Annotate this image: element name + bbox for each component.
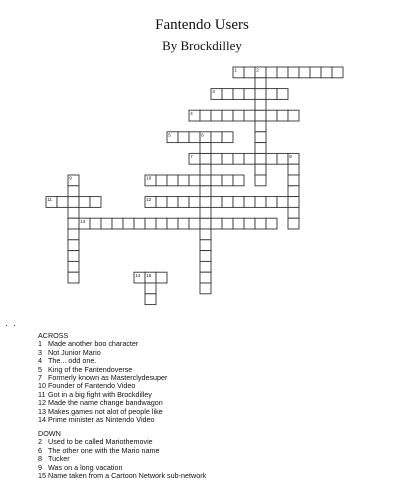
grid-cell[interactable]	[178, 197, 189, 208]
clue-number: 3	[38, 347, 42, 357]
grid-cell[interactable]	[277, 153, 288, 164]
grid-cell[interactable]	[255, 218, 266, 229]
grid-cell[interactable]	[244, 197, 255, 208]
clue-text: Name taken from a Cartoon Network sub-network	[48, 471, 207, 480]
grid-cell[interactable]	[222, 197, 233, 208]
clue-text: Got in a big fight with Brockdilley	[48, 389, 152, 399]
cell-number: 10	[146, 175, 152, 181]
grid-cell[interactable]	[167, 175, 178, 186]
grid-cell[interactable]	[255, 78, 266, 89]
grid-cell[interactable]	[200, 197, 211, 208]
stray-mark	[14, 325, 15, 326]
grid-cell[interactable]	[200, 164, 211, 175]
grid-cell[interactable]	[277, 67, 288, 78]
grid-cell[interactable]	[68, 218, 79, 229]
grid-cell[interactable]	[200, 240, 211, 251]
grid-cell[interactable]	[244, 67, 255, 78]
grid-cell[interactable]	[233, 197, 244, 208]
clue-text: The other one with the Mario name	[48, 445, 160, 455]
grid-cell[interactable]	[277, 110, 288, 121]
clue-number: 10	[38, 381, 46, 391]
grid-cell[interactable]	[189, 132, 200, 143]
grid-cell[interactable]	[233, 218, 244, 229]
clue-text: Made another boo character	[48, 339, 139, 349]
clue-number: 4	[38, 356, 42, 366]
grid-cell[interactable]	[255, 132, 266, 143]
grid-cell[interactable]	[145, 283, 156, 294]
grid-cell[interactable]	[200, 186, 211, 197]
grid-cell[interactable]	[200, 261, 211, 272]
grid-cell[interactable]	[266, 218, 277, 229]
grid-cell[interactable]	[178, 132, 189, 143]
grid-cell[interactable]	[200, 283, 211, 294]
grid-cell[interactable]	[222, 89, 233, 100]
clue-number: 12	[38, 398, 46, 408]
grid-cell[interactable]	[189, 175, 200, 186]
grid-cell[interactable]	[200, 175, 211, 186]
grid-cell[interactable]	[244, 218, 255, 229]
puzzle-title: Fantendo Users	[155, 17, 249, 33]
down-heading: DOWN	[38, 429, 61, 438]
grid-cell[interactable]	[68, 251, 79, 262]
grid-cell[interactable]	[244, 110, 255, 121]
clue-text: Not Junior Mario	[48, 347, 101, 357]
clue-text: The... odd one.	[48, 356, 97, 366]
across-clues	[38, 332, 167, 424]
grid-cell[interactable]	[68, 229, 79, 240]
grid-cell[interactable]	[255, 110, 266, 121]
cell-number: 2	[256, 67, 259, 73]
grid-cell[interactable]	[200, 153, 211, 164]
grid-cell[interactable]	[211, 153, 222, 164]
clue-number: 7	[38, 373, 42, 383]
grid-cell[interactable]	[255, 197, 266, 208]
grid-cell[interactable]	[123, 218, 134, 229]
grid-cell[interactable]	[189, 197, 200, 208]
grid-cell[interactable]	[200, 272, 211, 283]
down-clue	[38, 472, 206, 480]
grid-cell[interactable]	[244, 153, 255, 164]
grid-cell[interactable]	[244, 89, 255, 100]
grid-cell[interactable]	[68, 261, 79, 272]
grid-cell[interactable]	[255, 89, 266, 100]
grid-cell[interactable]	[266, 153, 277, 164]
clue-text: Formerly known as Masterclydesuper	[48, 373, 168, 383]
clue-number: 13	[38, 406, 46, 416]
grid-cell[interactable]	[200, 110, 211, 121]
cell-number: 9	[69, 175, 72, 181]
grid-cell[interactable]	[266, 67, 277, 78]
clue-text: Prime minister as Nintendo Video	[48, 415, 155, 425]
grid-cell[interactable]	[266, 89, 277, 100]
grid-cell[interactable]	[90, 218, 101, 229]
grid-cell[interactable]	[277, 197, 288, 208]
grid-cell[interactable]	[255, 99, 266, 110]
grid-cell[interactable]	[255, 143, 266, 154]
grid-cell[interactable]	[156, 197, 167, 208]
grid-cell[interactable]	[112, 218, 123, 229]
grid-cell[interactable]	[255, 121, 266, 132]
grid-cell[interactable]	[288, 164, 299, 175]
grid-cell[interactable]	[200, 229, 211, 240]
grid-cell[interactable]	[288, 218, 299, 229]
grid-cell[interactable]	[200, 218, 211, 229]
grid-cell[interactable]	[233, 89, 244, 100]
grid-cell[interactable]	[288, 197, 299, 208]
grid-cell[interactable]	[134, 218, 145, 229]
grid-cell[interactable]	[288, 175, 299, 186]
clue-text: Used to be called Mariothemovie	[48, 437, 153, 447]
grid-cell[interactable]	[68, 272, 79, 283]
cell-number: 1	[234, 67, 237, 73]
grid-cell[interactable]	[145, 294, 156, 305]
cell-number: 12	[146, 197, 152, 203]
cell-number: 13	[80, 218, 86, 224]
grid-cell[interactable]	[288, 186, 299, 197]
grid-cell[interactable]	[222, 110, 233, 121]
clue-text: King of the Fantendoverse	[48, 364, 133, 374]
grid-cell[interactable]	[211, 197, 222, 208]
grid-cell[interactable]	[288, 207, 299, 218]
grid-cell[interactable]	[189, 218, 200, 229]
grid-cell[interactable]	[288, 67, 299, 78]
grid-cell[interactable]	[68, 207, 79, 218]
puzzle-subtitle: By Brockdilley	[162, 38, 242, 53]
grid-cell[interactable]	[222, 153, 233, 164]
grid-cell[interactable]	[211, 175, 222, 186]
grid-cell[interactable]	[101, 218, 112, 229]
cell-number: 3	[212, 89, 215, 95]
grid-cell[interactable]	[332, 67, 343, 78]
grid-cell[interactable]	[321, 67, 332, 78]
grid-cell[interactable]	[200, 143, 211, 154]
grid-cell[interactable]	[156, 175, 167, 186]
grid-cell[interactable]	[277, 89, 288, 100]
clue-number: 1	[38, 339, 42, 349]
stray-mark	[6, 325, 7, 326]
grid-cell[interactable]	[68, 197, 79, 208]
clue-text: Founder of Fantendo Video	[48, 381, 136, 391]
grid-cell[interactable]	[156, 272, 167, 283]
grid-cell[interactable]	[167, 218, 178, 229]
clue-text: Made the name change bandwagon	[48, 398, 163, 408]
grid-cell[interactable]	[266, 197, 277, 208]
grid-cell[interactable]	[299, 67, 310, 78]
clue-text: Tucker	[48, 454, 70, 464]
grid-cell[interactable]	[233, 175, 244, 186]
across-heading: ACROSS	[38, 331, 69, 340]
cell-number: 4	[190, 110, 193, 116]
grid-cell[interactable]	[211, 110, 222, 121]
clue-number: 8	[38, 454, 42, 464]
grid-cell[interactable]	[178, 218, 189, 229]
clue-number: 5	[38, 364, 42, 374]
grid-cell[interactable]	[167, 197, 178, 208]
down-clues	[38, 430, 206, 480]
grid-cell[interactable]	[68, 240, 79, 251]
clue-number: 11	[38, 389, 46, 399]
grid-cell[interactable]	[233, 110, 244, 121]
clue-text: Makes games not alot of people like	[48, 406, 163, 416]
cell-number: 7	[190, 154, 193, 159]
grid-cell[interactable]	[200, 207, 211, 218]
clue-number: 2	[38, 437, 42, 447]
grid-cell[interactable]	[255, 164, 266, 175]
grid-cell[interactable]	[255, 153, 266, 164]
grid-cell[interactable]	[79, 197, 90, 208]
cell-number: 8	[289, 154, 292, 159]
cell-number: 14	[135, 272, 141, 278]
grid-cell[interactable]	[68, 186, 79, 197]
grid-cell[interactable]	[57, 197, 68, 208]
grid-cell[interactable]	[310, 67, 321, 78]
cell-number: 11	[47, 197, 52, 203]
grid-cell[interactable]	[255, 175, 266, 186]
grid-cell[interactable]	[145, 218, 156, 229]
clue-number: 9	[38, 462, 42, 472]
grid-cell[interactable]	[211, 218, 222, 229]
grid-cell[interactable]	[178, 175, 189, 186]
cell-number: 6	[201, 132, 204, 138]
grid-cell[interactable]	[156, 218, 167, 229]
clue-number: 6	[38, 445, 42, 455]
grid-cell[interactable]	[90, 197, 101, 208]
across-clue	[38, 416, 167, 424]
grid-cell[interactable]	[266, 110, 277, 121]
grid-cell[interactable]	[222, 175, 233, 186]
cell-number: 5	[168, 132, 171, 138]
grid-cell[interactable]	[233, 153, 244, 164]
grid-cell[interactable]	[288, 110, 299, 121]
grid-cell[interactable]	[222, 132, 233, 143]
clue-number: 14	[38, 415, 46, 425]
clue-text: Was on a long vacation	[48, 462, 123, 472]
cell-number: 15	[146, 272, 152, 278]
grid-cell[interactable]	[222, 218, 233, 229]
grid-cell[interactable]	[200, 251, 211, 262]
grid-cell[interactable]	[211, 132, 222, 143]
clue-number: 15	[38, 471, 46, 480]
